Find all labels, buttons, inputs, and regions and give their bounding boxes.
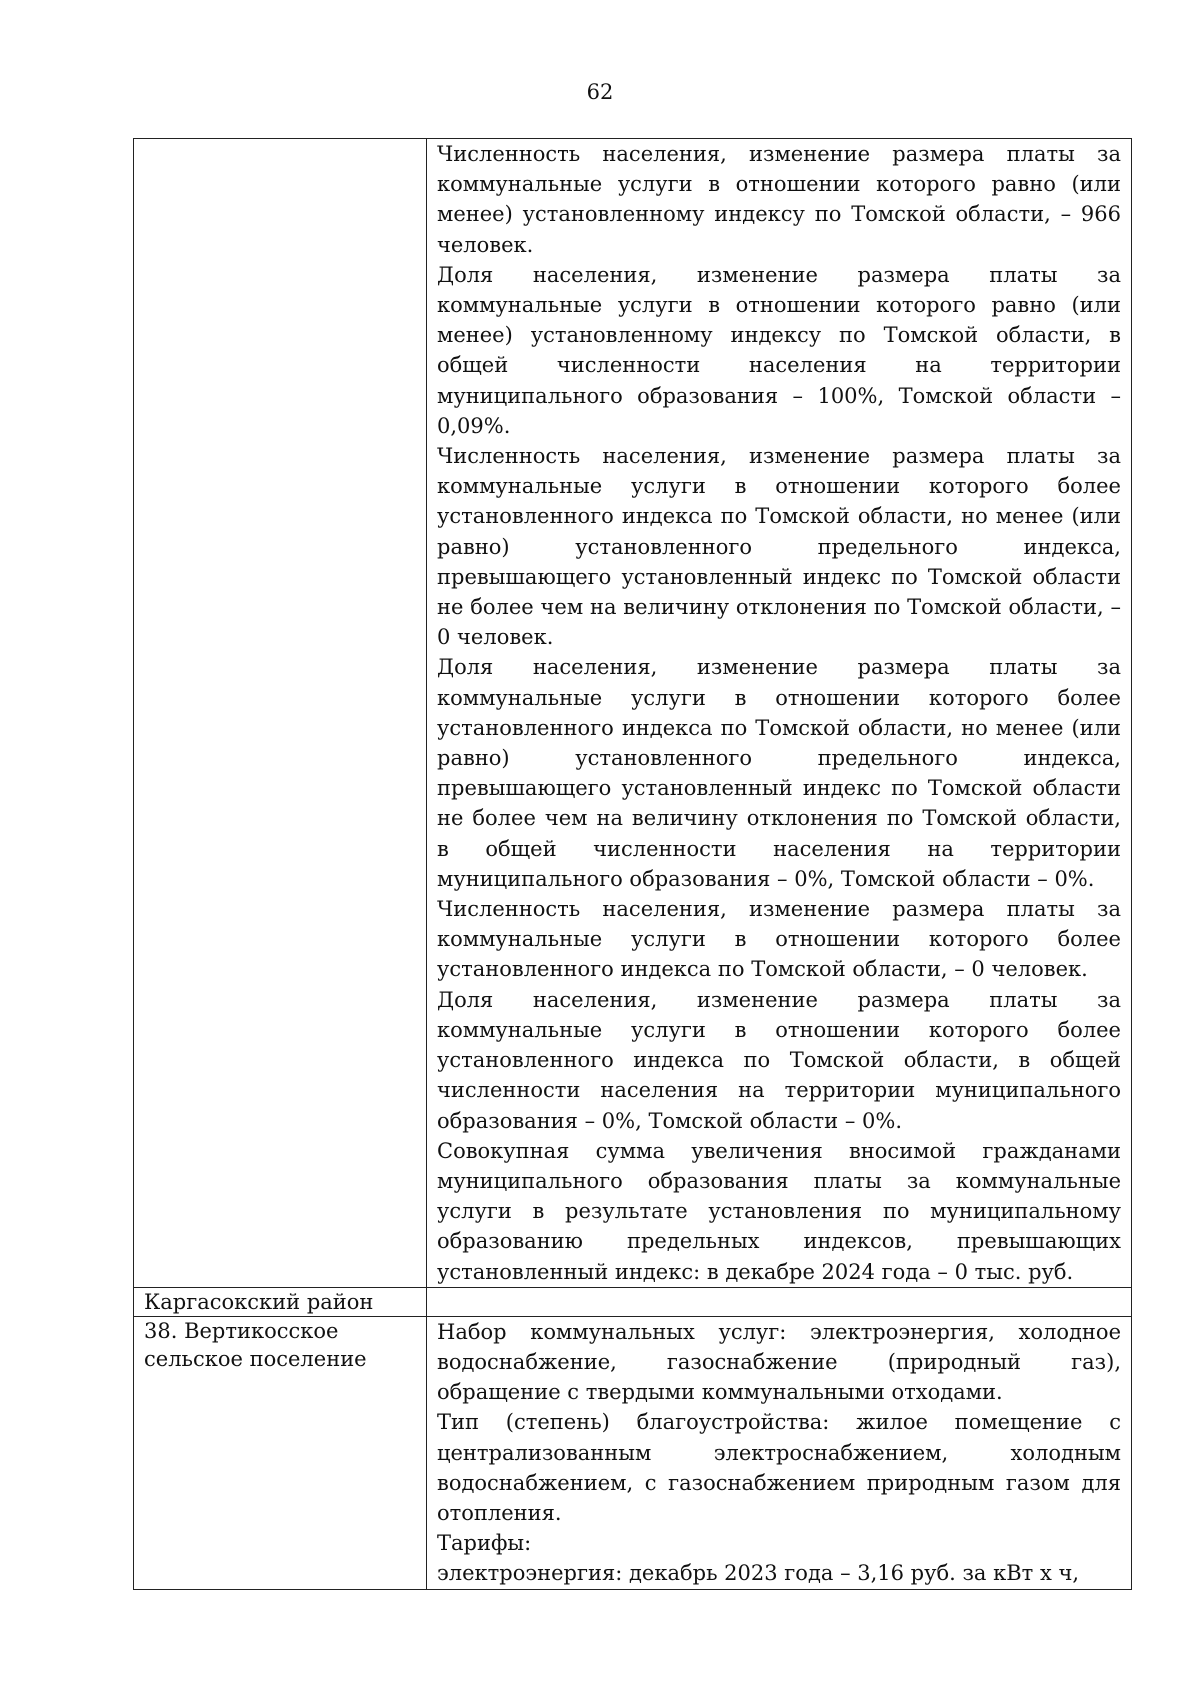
data-table xyxy=(133,138,1132,1590)
settlement-name-line: сельское поселение xyxy=(144,1346,367,1371)
district-name: Каргасокский район xyxy=(144,1289,374,1314)
table-cell-left xyxy=(134,139,427,1288)
table-cell-right xyxy=(427,1287,1132,1316)
table-cell-right xyxy=(427,1316,1132,1589)
paragraph: Доля населения, изменение размера платы за коммунальные услуги в отношении которого более установленного индекса по Томской области, в общей численности населения на территории муниципального образования – 0%, Томской области – 0%. xyxy=(437,987,1121,1133)
paragraph: Численность населения, изменение размера платы за коммунальные услуги в отношении которого более установленного индекса по Томской области, – 0 человек. xyxy=(437,897,1121,982)
paragraph: Доля населения, изменение размера платы за коммунальные услуги в отношении которого более установленного индекса по Томской области, но менее (или равно) установленного предельного индекса, превышающего установленный индекс по Томской области не более чем на величину отклонения по Томской области, в общей численности населения на территории муниципального образования – 0%, Томской области – 0%. xyxy=(437,655,1121,891)
settlement-name-line: 38. Вертикосское xyxy=(144,1318,339,1343)
paragraph: Численность населения, изменение размера платы за коммунальные услуги в отношении которого более установленного индекса по Томской области, но менее (или равно) установленного предельного индекса, превышающего установленный индекс по Томской области не более чем на величину отклонения по Томской области, – 0 человек. xyxy=(437,444,1121,650)
paragraph: электроэнергия: декабрь 2023 года – 3,16 руб. за кВт х ч, xyxy=(437,1561,1080,1586)
paragraph: Набор коммунальных услуг: электроэнергия, холодное водоснабжение, газоснабжение (природный газ), обращение с твердыми коммунальными отходами. xyxy=(437,1319,1121,1405)
table-row xyxy=(134,1316,1132,1589)
paragraph: Численность населения, изменение размера платы за коммунальные услуги в отношении которого равно (или менее) установленному индексу по Томской области, – 966 человек. xyxy=(437,142,1121,257)
paragraph: Доля населения, изменение размера платы за коммунальные услуги в отношении которого равно (или менее) установленному индексу по Томской области, в общей численности населения на территории муниципального образования – 100%, Томской области – 0,09%. xyxy=(437,262,1121,438)
table-cell-left xyxy=(134,1287,427,1316)
table-cell-left xyxy=(134,1316,427,1589)
paragraph: Тип (степень) благоустройства: жилое помещение с централизованным электроснабжением, холодным водоснабжением, с газоснабжением природным газом для отопления. xyxy=(437,1410,1121,1525)
page-number: 62 xyxy=(586,80,614,104)
table-row xyxy=(134,139,1132,1288)
paragraph: Совокупная сумма увеличения вносимой гражданами муниципального образования платы за коммунальные услуги в результате установления по муниципальному образованию предельных индексов, превышающих установленный индекс: в декабре 2024 года – 0 тыс. руб. xyxy=(437,1138,1121,1284)
paragraph: Тарифы: xyxy=(437,1531,532,1556)
table-cell-right xyxy=(427,139,1132,1288)
table-row xyxy=(134,1287,1132,1316)
